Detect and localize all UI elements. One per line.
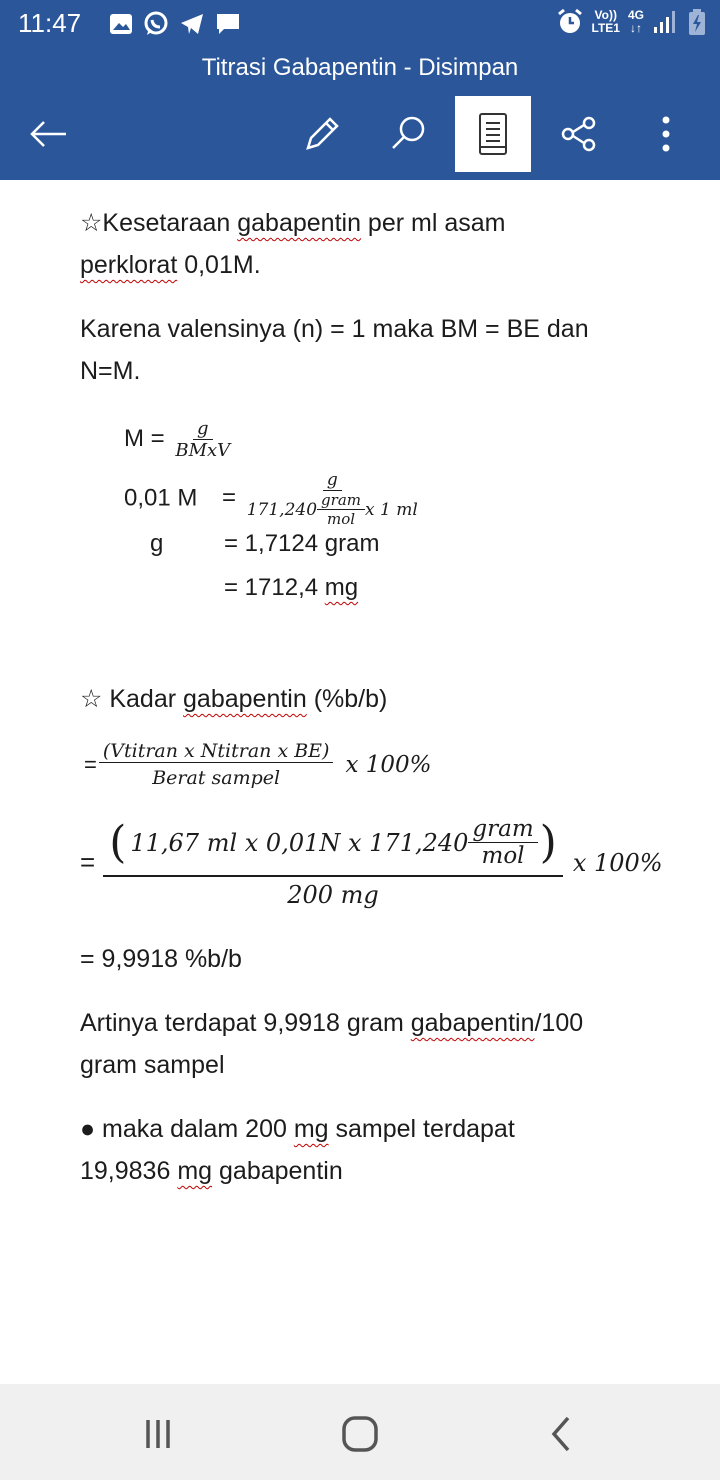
eq-sign: = [222,484,237,512]
bullet-paragraph-line2 [80,1150,343,1192]
unit-denominator: mol [326,510,356,528]
denominator-volume: x 1 ml [365,499,418,520]
pencil-icon [302,114,342,154]
eq-lhs: 0,01 M [124,484,198,512]
text-span: (%b/b) [306,685,388,713]
paragraph-valensi-line2: N=M. [80,357,141,385]
paragraph-valensi-line1: Karena valensinya (n) = 1 maka BM = BE dan [80,315,589,343]
text-span: gabapentin [212,1157,343,1185]
text-span: Kesetaraan [102,209,238,237]
alarm-icon [556,8,584,36]
system-status-icons [556,8,706,36]
mobile-view-button[interactable] [455,96,531,172]
fraction [243,470,422,528]
message-icon [214,10,242,38]
search-button[interactable] [370,96,446,172]
equation-mg-value [224,574,358,602]
paragraph-kadar [80,678,387,720]
numerator: g [193,418,213,440]
formula-kadar [84,740,432,789]
paren-open: ( [109,817,127,868]
text-span: 19,9836 [80,1157,178,1185]
data-arrows: ↓↑ [629,21,642,35]
edit-button[interactable] [284,96,360,172]
spellcheck-word[interactable]: mg [324,574,359,601]
denominator: 200 mg [287,881,379,909]
numerator: g [323,470,342,491]
star-bullet: ☆ [80,209,103,237]
unit-numerator: gram [317,491,365,510]
app-bar [0,0,720,180]
text-span: sampel terdapat [328,1115,515,1143]
equation-g-value: = 1,7124 gram [224,530,380,557]
more-options-button[interactable] [628,96,704,172]
numerator [103,816,563,877]
text-span: Artinya terdapat 9,9918 gram [80,1009,411,1037]
back-button[interactable] [10,96,86,172]
spellcheck-word[interactable]: gabapentin [410,1009,535,1037]
result-line: = 9,9918 %b/b [80,945,242,973]
eq-sign: = [80,847,96,877]
spellcheck-word[interactable]: gabapentin [237,209,361,237]
multiplier: x 100% [572,848,663,877]
share-button[interactable] [541,96,617,172]
recents-icon [138,1414,178,1454]
text-span: = 1712,4 [224,574,325,601]
text-span: ● maka dalam 200 [80,1115,294,1143]
numerator: (Vtitran x Ntitran x BE) [99,740,334,763]
spellcheck-word[interactable]: mg [293,1115,329,1143]
eq-lhs: M = [124,424,165,452]
document-title: Titrasi Gabapentin - Disimpan [201,54,519,81]
fraction [103,816,563,909]
spellcheck-word[interactable]: perklorat [80,251,178,279]
generation-label: 4G [627,8,644,22]
formula-substitution [80,816,663,909]
multiplier: x 100% [345,751,432,778]
lte-label: LTE1 [591,21,620,35]
network-label: Vo)) [594,8,617,22]
home-button[interactable] [336,1410,384,1458]
paragraph-kesetaraan-line2 [80,244,261,286]
numerator-expression: 11,67 ml x 0,01N x 171,240 [130,828,469,857]
text-span: 0,01M. [177,251,261,279]
equation-molarity [124,418,234,461]
bullet-paragraph [80,1108,515,1150]
unit-fraction [468,816,537,869]
document-body[interactable] [0,180,720,1384]
back-icon [542,1414,582,1454]
back-nav-button[interactable] [538,1410,586,1458]
denominator: Berat sampel [152,767,281,789]
fraction [99,740,334,789]
paragraph-artinya [80,1002,583,1044]
home-icon [338,1412,382,1456]
whatsapp-icon [142,10,170,38]
fraction [171,418,234,461]
text-span: ☆ Kadar [80,685,184,713]
spellcheck-word[interactable]: mg [177,1157,213,1185]
more-vertical-icon [660,114,672,154]
system-navigation-bar [0,1384,720,1480]
paragraph-kesetaraan [80,202,505,244]
paren-close: ) [539,817,557,868]
signal-icon [652,9,680,35]
eq-sign: = [84,751,97,777]
share-icon [559,114,599,154]
text-span: /100 [534,1009,584,1037]
status-time: 11:47 [18,8,82,38]
equation-g-label: g [150,530,164,557]
notification-icons [108,10,242,38]
battery-icon [688,8,706,36]
unit-numerator: gram [468,816,537,843]
denominator-value: 171,240 [246,499,318,520]
equation-substitution [124,470,422,528]
unit-fraction [317,491,365,528]
back-arrow-icon [28,119,68,149]
search-icon [388,114,428,154]
unit-denominator: mol [481,843,525,869]
paragraph-artinya-line2: gram sampel [80,1051,225,1079]
mobile-view-icon [477,112,509,156]
spellcheck-word[interactable]: gabapentin [183,685,307,713]
text-span: per ml asam [360,209,506,237]
gallery-icon [108,11,134,37]
telegram-icon [178,10,206,38]
recents-button[interactable] [134,1410,182,1458]
denominator [243,491,422,528]
denominator: BMxV [175,440,231,461]
